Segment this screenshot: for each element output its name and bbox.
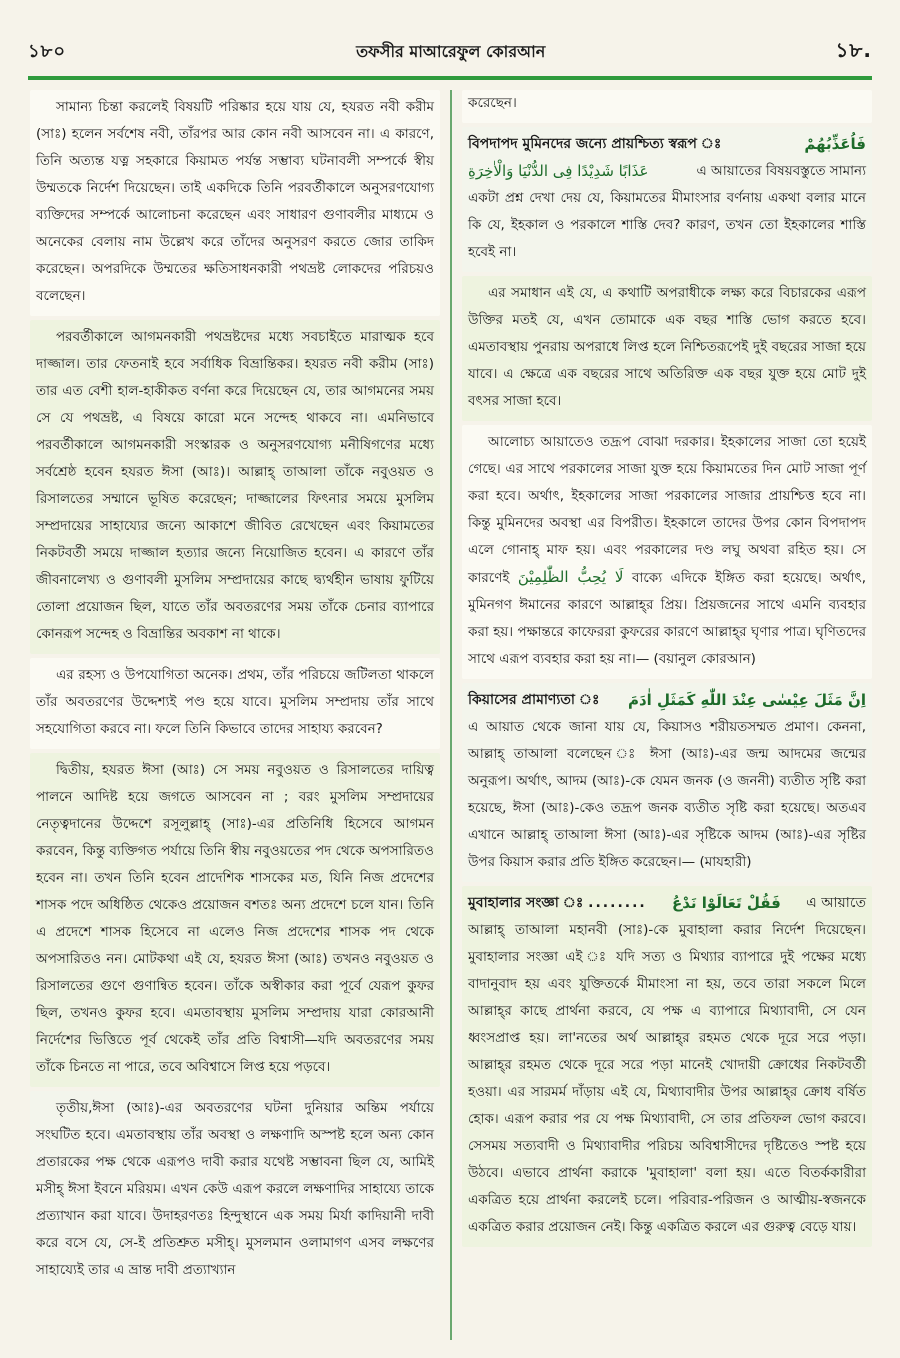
paragraph-lead: এ আয়াতের বিষয়বস্তুতে সামান্য bbox=[696, 163, 866, 179]
ellipsis-dots: ........ bbox=[588, 895, 647, 911]
section-mubahala bbox=[462, 886, 872, 1247]
paragraph-text: এর সমাধান এই যে, এ কথাটি অপরাধীকে লক্ষ্য করে বিচারকের এরূপ উক্তির মতই যে, এখন তোমাকে এক বছর শাস্তি ভোগ করতে হবে। এমতাবস্থায় পুনরায় অপরাধে লিপ্ত হলে নিশ্চিতরূপেই দুই বছরের সাজা হয়ে যাবে। এ ক্ষেত্রে এক বছরের সাথে অতিরিক্ত এক বছর যুক্ত হয়ে মোট দুই বৎসর সাজা হবে। bbox=[468, 285, 866, 409]
section-qiyas bbox=[462, 683, 872, 882]
paragraph-text: এর রহস্য ও উপযোগিতা অনেক। প্রথম, তাঁর পরিচয়ে জটিলতা থাকলে তাঁর অবতরণের উদ্দেশ্যই পণ্ড হয়ে যাবে। মুসলিম সম্প্রদায় তাঁর সাথে সহযোগিতা করবে না। ফলে তিনি কিভাবে তাদের সাহায্য করবেন? bbox=[36, 667, 434, 737]
paragraph-text: এ আয়াত থেকে জানা যায় যে, কিয়াসও শরীয়তসম্মত প্রমাণ। কেননা, আল্লাহ্ তাআলা বলেছেন ঃ ঈসা (আঃ)-এর জন্ম আদমের জন্মের অনুরূপ। অর্থাৎ, আদম (আঃ)-কে যেমন জনক (ও জননী) ব্যতীত সৃষ্টি করা হয়েছে, ঈসা (আঃ)-কেও তদ্রূপ জনক ব্যতীত সৃষ্টি করা হয়েছে। অতএব এখানে আল্লাহ্ তাআলা ঈসা (আঃ)-এর সৃষ্টিকে আদম (আঃ)-এর সৃষ্টির উপর কিয়াস করার প্রতি ইঙ্গিত করেছেন।— (মাযহারী) bbox=[468, 719, 866, 870]
paragraph-lead: এ আয়াতে bbox=[806, 895, 866, 911]
paragraph-text: করেছেন। bbox=[468, 95, 517, 111]
arabic-verse: فَقُلْ تَعَالَوْا نَدْعُ bbox=[671, 894, 781, 912]
page-header bbox=[28, 30, 872, 74]
paragraph-text: দ্বিতীয়, হযরত ঈসা (আঃ) সে সময় নবুওয়ত ও রিসালতের দায়িত্ব পালনে আদিষ্ট হয়ে জগতে আসবেন না ; বরং মুসলিম সম্প্রদায়ের নেতৃত্বদানের উদ্দেশে রসূলুল্লাহ্ (সাঃ)-এর প্রতিনিধি হিসেবে আগমন করবেন, কিন্তু ব্যক্তিগত পর্যায়ে তিনি স্বীয় নবুওয়তের পদ থেকে অপসারিতও হবেন না। তখন তিনি হবেন প্রাদেশিক শাসকের মত, যিনি নিজ প্রদেশের শাসক পদে অধিষ্ঠিত থেকেও প্রয়োজন বশতঃ অন্য প্রদেশে চলে যান। তিনি এ প্রদেশে শাসক হিসেবে না এলেও নিজ প্রদেশের শাসক পদ থেকে অপসারিতও নন। মোটকথা এই যে, হযরত ঈসা (আঃ) তখনও নবুওয়ত ও রিসালতের গুণে গুণান্বিত হবেন। তাঁকে অস্বীকার করা পূর্বে যেরূপ কুফর ছিল, তখনও কুফর হবে। এমতাবস্থায় মুসলিম সম্প্রদায় যারা কোরআনী নির্দেশের ভিত্তিতে পূর্ব থেকেই তাঁর প্রতি বিশ্বাসী—যদি অবতরণের সময় তাঁকে চিনতে না পারে, তবে অবিশ্বাসে লিপ্ত হয়ে পড়বে। bbox=[36, 762, 434, 1075]
paragraph-text: একটা প্রশ্ন দেখা দেয় যে, কিয়ামতের মীমাংসার বর্ণনায় একথা বলার মানে কি যে, ইহকাল ও পরকালে শাস্তি দেব? কারণ, তখন তো ইহকালের শাস্তি হবেই না। bbox=[468, 190, 866, 260]
arabic-verse: فَاُعَذِّبُهُمْ bbox=[804, 135, 866, 153]
paragraph-final-prophet bbox=[30, 90, 440, 316]
right-column bbox=[462, 90, 872, 1251]
page-number-left: ১৮০ bbox=[28, 40, 67, 62]
header-rule bbox=[28, 76, 872, 80]
arabic-verse: لَا يُحِبُّ الظّٰلِمِيْنَ bbox=[517, 568, 624, 586]
paragraph-text: সামান্য চিন্তা করলেই বিষয়টি পরিষ্কার হয়ে যায় যে, হযরত নবী করীম (সাঃ) হলেন সর্বশেষ নবী, তাঁরপর আর কোন নবী আসবেন না। এ কারণে, তিনি অত্যন্ত যত্ন সহকারে কিয়ামত পর্যন্ত সম্ভাব্য ঘটনাবলী সম্পর্কে স্বীয় উম্মতকে নির্দেশ দিয়েছেন। তাই একদিকে তিনি পরবর্তীকালে অনুসরণযোগ্য ব্যক্তিদের সম্পর্কে আলোচনা করেছেন এবং সাধারণ গুণাবলীর মাধ্যমে ও অনেকের বেলায় নাম উল্লেখ করে তাঁদের অনুসরণ করতে জোর তাকিদ করেছেন। অপরদিকে উম্মতের ক্ষতিসাধনকারী পথভ্রষ্ট লোকদের পরিচয়ও বলেছেন। bbox=[36, 99, 434, 304]
paragraph-third-reason bbox=[30, 1091, 440, 1290]
paragraph-continuation bbox=[462, 90, 872, 123]
arabic-verse: عَذَابًا شَدِيْدًا فِى الدُّنْيَا وَالْاٰخِرَةِ bbox=[468, 162, 649, 180]
paragraph-text: আলোচ্য আয়াতেও তদ্রূপ বোঝা দরকার। ইহকালের সাজা তো হয়েই গেছে। এর সাথে পরকালের সাজা যুক্ত হয়ে কিয়ামতের দিন মোট সাজা পূর্ণ করা হবে। অর্থাৎ, ইহকালের সাজা পরকালের সাজার প্রায়শ্চিত্ত হবে না। কিন্তু মুমিনদের অবস্থা এর বিপরীত। ইহকালে তাদের উপর কোন বিপদাপদ এলে গোনাহ্ মাফ হয়। এবং পরকালের দণ্ড লঘু অথবা রহিত হয়। সে কারণেই bbox=[468, 434, 866, 586]
paragraph-text: আল্লাহ্ তাআলা মহানবী (সাঃ)-কে মুবাহালা করার নির্দেশ দিয়েছেন। মুবাহালার সংজ্ঞা এই ঃ যদি সত্য ও মিথ্যার ব্যাপারে দুই পক্ষের মধ্যে বাদানুবাদ হয় এবং যুক্তিতর্কে মীমাংসা না হয়, তবে তারা সকলে মিলে আল্লাহ্‌র কাছে প্রার্থনা করবে, যে পক্ষ এ ব্যাপারে মিথ্যাবাদী, সে যেন ধ্বংসপ্রাপ্ত হয়। লা'নতের অর্থ আল্লাহ্‌র রহমত থেকে দূরে সরে পড়া। আল্লাহ্‌র রহমত থেকে দূরে সরে পড়া মানেই খোদায়ী ক্রোধের নিকটবর্তী হওয়া। এর সারমর্ম দাঁড়ায় এই যে, মিথ্যাবাদীর উপর আল্লাহ্‌র ক্রোধ বর্ষিত হোক। এরূপ করার পর যে পক্ষ মিথ্যাবাদী, সে তার প্রতিফল ভোগ করবে। সেসময় সত্যবাদী ও মিথ্যাবাদীর পরিচয় অবিশ্বাসীদের দৃষ্টিতেও স্পষ্ট হয়ে উঠবে। এভাবে প্রার্থনা করাকে 'মুবাহালা' বলা হয়। এতে বিতর্ককারীরা একত্রিত হয়ে প্রার্থনা করলেই চলে। পরিবার-পরিজন ও আত্মীয়-স্বজনকে একত্রিত করার প্রয়োজন নেই। কিন্তু একত্রিত করলে এর গুরুত্ব বেড়ে যায়। bbox=[468, 922, 866, 1235]
paragraph-text: পরবর্তীকালে আগমনকারী পথভ্রষ্টদের মধ্যে সবচাইতে মারাত্মক হবে দাজ্জাল। তার ফেতনাই হবে সর্বাধিক বিভ্রান্তিকর। হযরত নবী করীম (সাঃ) তার এত বেশী হাল-হাকীকত বর্ণনা করে দিয়েছেন যে, তার আগমনের সময় সে যে পথভ্রষ্ট, এ বিষয়ে কারো মনে সন্দেহ থাকবে না। এমনিভাবে পরবর্তীকালে আগমনকারী সংস্কারক ও অনুসরণযোগ্য মনীষিগণের মধ্যে সর্বশ্রেষ্ঠ হবেন হযরত ঈসা (আঃ)। আল্লাহ্ তাআলা তাঁকে নবুওয়ত ও রিসালতের সম্মানে ভূষিত করেছেন; দাজ্জালের ফিৎনার সময়ে মুসলিম সম্প্রদায়ের সাহায্যের জন্যে আকাশে জীবিত রেখেছেন এবং কিয়ামতের নিকটবর্তী সময়ে দাজ্জাল হত্যার জন্যে নিয়োজিত হবেন। এ কারণে তাঁর জীবনালেখ্য ও গুণাবলী মুসলিম সম্প্রদায়ের কাছে দ্ব্যর্থহীন ভাষায় ফুটিয়ে তোলা প্রয়োজন ছিল, যাতে তাঁর অবতরণের সময় তাঁকে চেনার ব্যাপারে কোনরূপ সন্দেহ ও বিভ্রান্তির অবকাশ না থাকে। bbox=[36, 329, 434, 642]
section-heading: মুবাহালার সংজ্ঞা ঃ bbox=[468, 895, 584, 911]
paragraph-text: তৃতীয়,ঈসা (আঃ)-এর অবতরণের ঘটনা দুনিয়ার অন্তিম পর্যায়ে সংঘটিত হবে। এমতাবস্থায় তাঁর অবস্থা ও লক্ষণাদি অস্পষ্ট হলে অন্য কোন প্রতারকের পক্ষ থেকে এরূপও দাবী করার যথেষ্ট সম্ভাবনা ছিল যে, আমিই মসীহ্ ঈসা ইবনে মরিয়ম। এখন কেউ এরূপ করলে লক্ষণাদির সাহায্যে তাকে প্রত্যাখান করা যাবে। উদাহরণতঃ হিন্দুস্থানে এক সময় মির্যা কাদিয়ানী দাবী করে বসে যে, সে-ই প্রতিশ্রুত মসীহ্। মুসলমান ওলামাগণ এসব লক্ষণের সাহায্যেই তার এ ভ্রান্ত দাবী প্রত্যাখ্যান bbox=[36, 1100, 434, 1278]
paragraph-believers bbox=[462, 425, 872, 679]
section-heading: কিয়াসের প্রামাণ্যতা ঃ bbox=[468, 692, 600, 708]
running-title: তফসীর মাআরেফুল কোরআন bbox=[356, 41, 546, 61]
section-atonement bbox=[462, 127, 872, 272]
paragraph-first-reason bbox=[30, 658, 440, 749]
left-column bbox=[30, 90, 440, 1294]
paragraph-second-reason bbox=[30, 753, 440, 1087]
page-number-right: ১৮. bbox=[835, 37, 872, 62]
paragraph-text: বাক্যে এদিকে ইঙ্গিত করা হয়েছে। অর্থাৎ, মুমিনগণ ঈমানের কারণে আল্লাহ্‌র প্রিয়। প্রিয়জনের সাথে এমনি ব্যবহার করা হয়। পক্ষান্তরে কাফেররা কুফরের কারণে আল্লাহ্‌র ঘৃণার পাত্র। ঘৃণিতদের সাথে এরূপ ব্যবহার করা হয় না।— (বয়ানুল কোরআন) bbox=[468, 570, 866, 667]
column-divider bbox=[450, 90, 452, 1340]
arabic-verse: اِنَّ مَثَلَ عِيْسٰى عِنْدَ اللّٰهِ كَمَثَلِ اٰدَمَ bbox=[627, 691, 866, 709]
section-heading: বিপদাপদ মুমিনদের জন্যে প্রায়শ্চিত্য স্বরূপ ঃ bbox=[468, 136, 722, 152]
paragraph-dajjal bbox=[30, 320, 440, 654]
paragraph-solution bbox=[462, 276, 872, 421]
